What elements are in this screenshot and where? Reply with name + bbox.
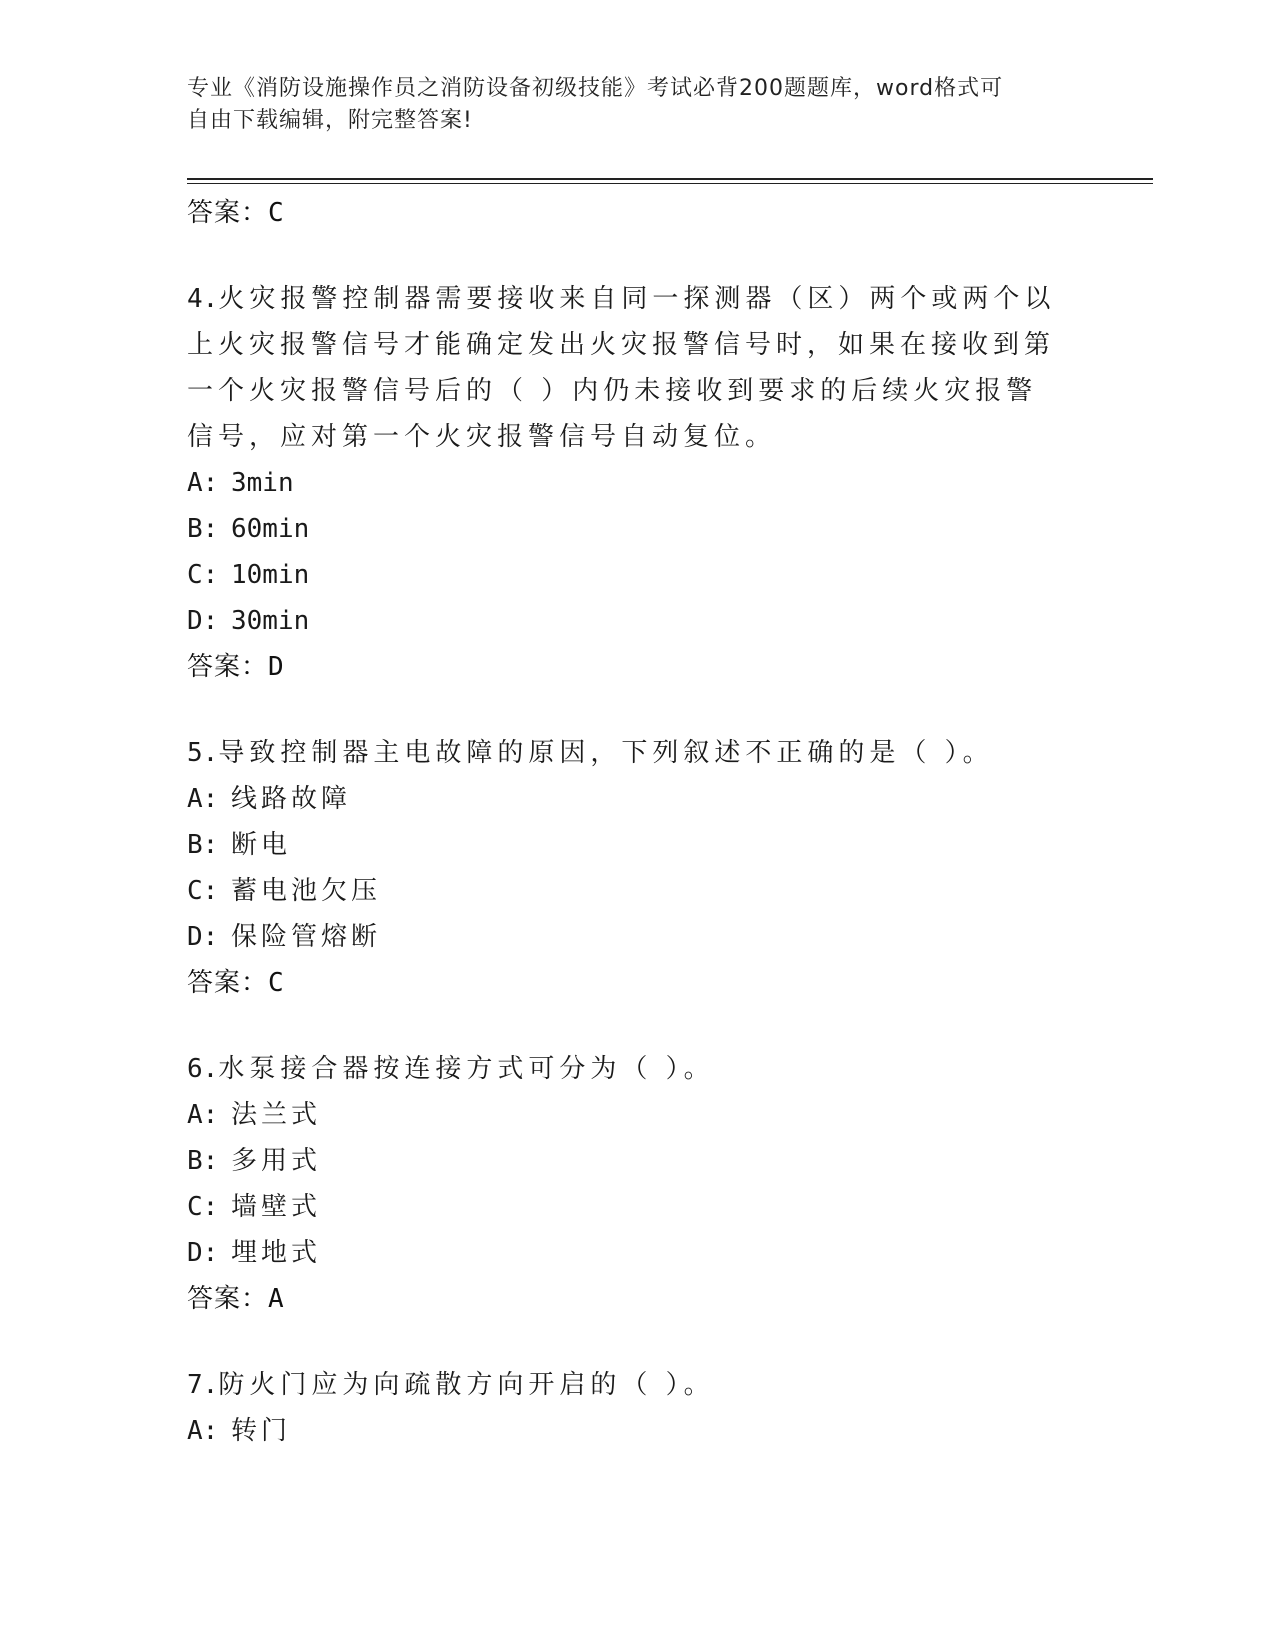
option-text: 线路故障 [231,784,352,814]
question-text [187,276,1067,460]
option-key: D: [187,922,219,952]
option-key: B: [187,514,219,544]
option-c [187,868,1087,914]
option-text: 多用式 [231,1146,322,1176]
option-key: C: [187,560,219,590]
option-text: 60min [231,514,310,544]
question-text [187,1362,1067,1408]
question-text [187,1046,1067,1092]
answer-label: 答案： [187,968,269,998]
answer-line [187,190,1087,236]
document-header [187,73,1067,137]
question-stem: 火灾报警控制器需要接收来自同一探测器（区）两个或两个以上火灾报警信号才能确定发出火灾报警信号时，如果在接收到第一个火灾报警信号后的（ ）内仍未接收到要求的后续火灾报警信号，应对第一个火灾报警信号自动复位。 [187,284,1056,452]
option-b [187,506,1087,552]
option-text: 法兰式 [231,1100,322,1130]
option-key: A: [187,784,219,814]
option-text: 蓄电池欠压 [231,876,382,906]
option-a [187,460,1087,506]
option-text: 埋地式 [231,1238,322,1268]
question-stem: 防火门应为向疏散方向开启的（ ）。 [218,1370,715,1400]
option-key: B: [187,830,219,860]
option-a [187,776,1087,822]
option-d [187,598,1087,644]
question-number: 6. [187,1054,219,1084]
option-key: A: [187,1416,219,1446]
question-text [187,730,1067,776]
question-item [187,1046,1087,1322]
question-item [187,276,1087,690]
option-text: 保险管熔断 [231,922,382,952]
option-text: 30min [231,606,310,636]
option-key: D: [187,606,219,636]
option-d [187,1230,1087,1276]
option-c [187,1184,1087,1230]
answer-line [187,1276,1087,1322]
option-text: 转门 [231,1416,292,1446]
option-a [187,1092,1087,1138]
question-number: 4. [187,284,219,314]
option-key: C: [187,876,219,906]
option-c [187,552,1087,598]
option-text: 10min [231,560,310,590]
question-number: 5. [187,738,219,768]
header-line-2: 自由下载编辑，附完整答案! [187,108,473,133]
option-text: 墙壁式 [231,1192,322,1222]
answer-value: D [268,652,285,682]
answer-label: 答案： [187,652,269,682]
option-d [187,914,1087,960]
question-stem: 导致控制器主电故障的原因，下列叙述不正确的是（ ）。 [218,738,994,768]
option-text: 断电 [231,830,292,860]
header-rule-thin [187,183,1153,184]
option-b [187,1138,1087,1184]
option-text: 3min [231,468,294,498]
header-line-1: 专业《消防设施操作员之消防设备初级技能》考试必背200题题库，word格式可 [187,76,1004,101]
option-key: B: [187,1146,219,1176]
question-item [187,730,1087,1006]
question-list [187,190,1087,1454]
option-key: D: [187,1238,219,1268]
answer-value: A [268,1284,285,1314]
answer-line [187,644,1087,690]
answer-value: C [268,968,285,998]
question-stem: 水泵接合器按连接方式可分为（ ）。 [218,1054,715,1084]
question-item [187,1362,1087,1454]
answer-value: C [268,198,285,228]
option-a [187,1408,1087,1454]
answer-label: 答案： [187,1284,269,1314]
answer-label: 答案： [187,198,269,228]
answer-line [187,960,1087,1006]
option-key: A: [187,468,219,498]
option-b [187,822,1087,868]
header-rule-thick [187,178,1153,180]
option-key: C: [187,1192,219,1222]
question-number: 7. [187,1370,219,1400]
option-key: A: [187,1100,219,1130]
